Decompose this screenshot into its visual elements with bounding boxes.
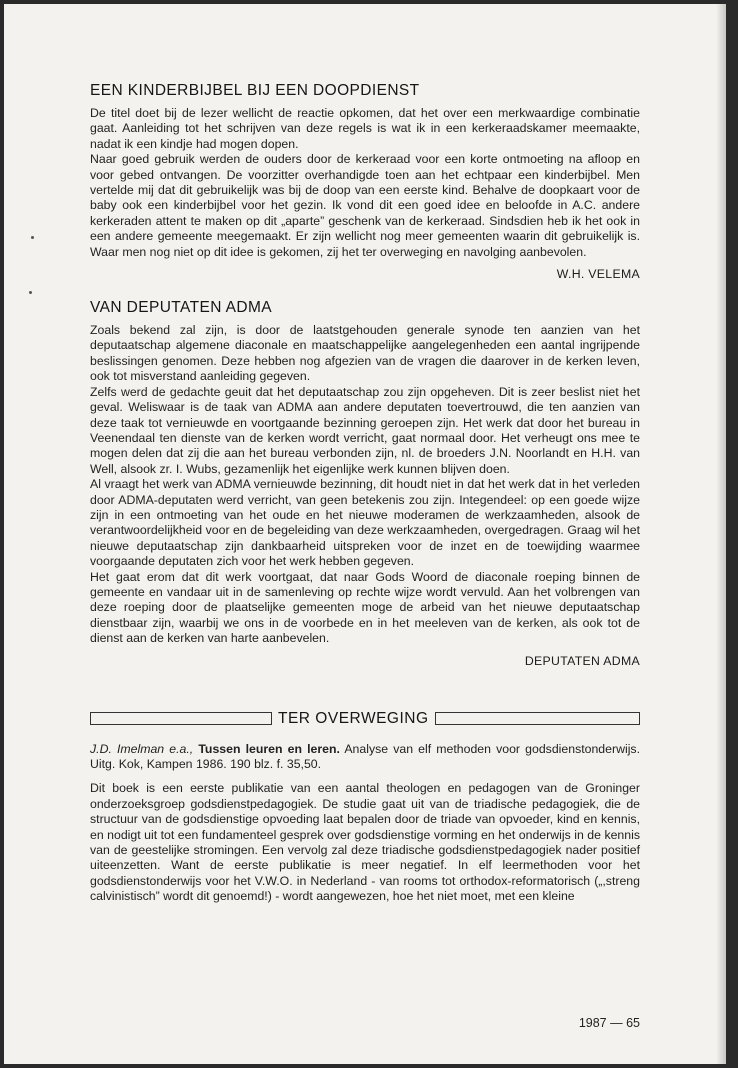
book-author: J.D. Imelman e.a., — [90, 741, 194, 756]
paragraph: Al vraagt het werk van ADMA vernieuwde bezinning, dit houdt niet in dat het werk dat in het verleden door ADMA-deputaten werd verricht, van geen betekenis zou zijn. Integendeel: op een goede wijze zijn in een ontmoeting van het oude en het nieuwe moderamen de werkzaamheden, alsook de verantwoordelijkheid voor en de begeleiding van deze werkzaamheden, overgedragen. Graag wil het nieuwe deputaatschap zijn dankbaarheid uitspreken voor de inzet en de toewijding waarmee voorgaande deputaten zich voor het werk hebben gegeven. — [90, 477, 640, 569]
article-signature: DEPUTATEN ADMA — [524, 653, 640, 668]
heading-rule-left — [90, 712, 272, 725]
article-deputaten-adma — [90, 299, 640, 668]
article-title: EEN KINDERBIJBEL BIJ EEN DOOPDIENST — [90, 82, 420, 99]
book-review: Dit boek is een eerste publikatie van een aantal theologen en pedagogen van de Groninger onderzoeksgroep godsdienstpedagogiek. De studie gaat uit van de triadische pedagogiek, die de structuur van de godsdienstige opvoeding laat bepalen door de triade van opvoeder, kind en kennis, en nodigt uit tot een fundamenteel gesprek over godsdienstige vorming en het onderwijs in de kennis van de geestelijke stromingen. Een vervolg zal deze triadische godsdienstpedagogiek nader positief uiteenzetten. Want de eerste publikatie is meer negatief. In elf leermethoden voor het godsdienstonderwijs voor het V.W.O. in Nederland - van rooms tot orthodox-reformatorisch („,streng calvinistisch” wordt dit genoemd!) - wordt aangewezen, hoe het niet moet, met een kleine — [90, 781, 640, 904]
paragraph: Naar goed gebruik werden de ouders door de kerkeraad voor een korte ontmoeting na afloop en voor gebed ontvangen. De voorzitter overhandigde toen aan het echtpaar een kinderbijbel. Men vertelde mij dat dit gebruikelijk was bij de doop van een eerste kind. Behalve de doopkaart voor de baby ook een kinderbijbel voor het gezin. Ik vond dit een goed idee en beloofde in A.C. andere kerkeraden attent te maken op dit „aparte” geschenk van de kerkeraad. Sindsdien heb ik het ook in een andere gemeente meegemaakt. Er zijn wellicht nog meer gemeenten waarin dit gebruikelijk is. Waar men nog niet op dit idee is gekomen, zij het ter overweging en navolging aanbevolen. — [90, 152, 640, 259]
page-number: 1987 — 65 — [578, 1016, 640, 1030]
article-signature: W.H. VELEMA — [556, 267, 640, 282]
article-title: VAN DEPUTATEN ADMA — [90, 299, 273, 317]
book-title: Tussen leuren en leren. — [198, 741, 340, 756]
bibliographic-entry — [90, 742, 640, 773]
page-content — [90, 82, 640, 905]
section-title: TER OVERWEGING — [278, 709, 429, 727]
paragraph: De titel doet bij de lezer wellicht de reactie opkomen, dat het over een merkwaardige combinatie gaat. Aanleiding tot het schrijven van deze regels is wat ik in een kerkeraadskamer meemaakte, nadat ik een kindje had mogen dopen. — [90, 106, 640, 151]
document-page — [4, 4, 726, 1064]
article-body — [90, 323, 640, 647]
article-kinderbijbel — [90, 82, 640, 281]
article-body — [90, 106, 640, 260]
paragraph: Het gaat erom dat dit werk voortgaat, dat naar Gods Woord de diaconale roeping binnen de gemeente en vandaar uit in de samenleving op rechte wijze wordt vervuld. Aan het volbrengen van deze roeping door de plaatselijke gemeenten moge de arbeid van het nieuwe deputaatschap dienstbaar zijn, waarbij we ons in de voorbede en in het meeleven van de kerken, als ook tot de dienst aan de kerken van harte aanbevelen. — [90, 569, 640, 646]
margin-mark — [29, 291, 32, 294]
paragraph: Zelfs werd de gedachte geuit dat het deputaatschap zou zijn opgeheven. Dit is zeer beslist niet het geval. Weliswaar is de taak van ADMA aan andere deputaten toevertrouwd, die ten aanzien van deze taak tot vernieuwde en voortgaande bezinning geroepen zijn. Het werk dat door het bureau in Veenendaal ten dienste van de kerken wordt verricht, gaat normaal door. Het verheugt ons mee te mogen delen dat zij die aan het bureau verbonden zijn, nl. de broeders J.N. Noorlandt en H.H. van Well, alsook zr. I. Wubs, gezamenlijk het eigenlijke werk kunnen blijven doen. — [90, 384, 640, 476]
page-edge-shadow — [716, 4, 726, 1064]
paragraph: Zoals bekend zal zijn, is door de laatstgehouden generale synode ten aanzien van het deputaatschap algemene diaconale en maatschappelijke aangelegenheden een aantal ingrijpende beslissingen genomen. Deze hebben nog afgezien van de vragen die daarover in de kerken leven, ook tot misverstand aanleiding gegeven. — [90, 323, 640, 384]
heading-rule-right — [435, 712, 640, 725]
section-heading — [90, 710, 640, 728]
margin-mark — [31, 236, 34, 239]
section-ter-overweging — [90, 710, 640, 905]
book-details: Analyse van elf methoden voor godsdienstonderwijs. Uitg. Kok, Kampen 1986. 190 blz. f. 35,50. — [90, 741, 640, 771]
